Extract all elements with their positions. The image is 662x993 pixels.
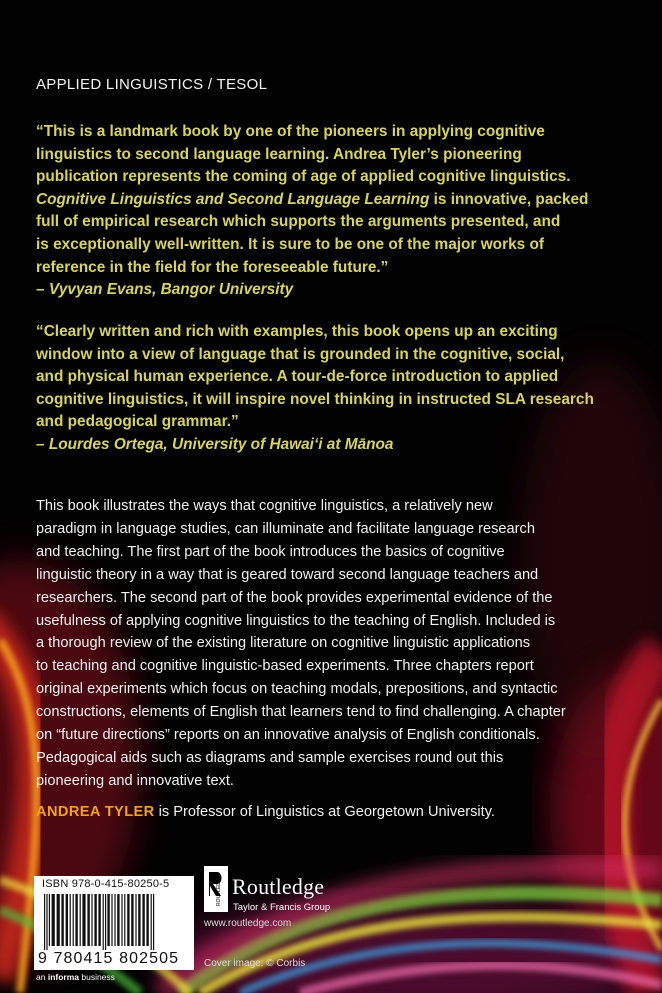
barcode-bar — [61, 894, 63, 946]
barcode-bar — [70, 894, 71, 946]
author-name: ANDREA TYLER — [36, 804, 155, 820]
barcode-bar — [135, 894, 136, 946]
description-line: paradigm in language studies, can illuminate and facilitate language research — [36, 520, 535, 537]
quote-2-line: cognitive linguistics, it will inspire novel thinking in instructed SLA research — [36, 390, 594, 408]
quote-1-line: full of empirical research which supports the arguments presented, and — [36, 213, 561, 231]
barcode-bar — [94, 894, 96, 946]
description-line: original experiments which focus on teaching modals, prepositions, and syntactic — [36, 681, 558, 698]
barcode-bar — [107, 894, 109, 946]
description-line: to teaching and cognitive linguistic-based experiments. Three chapters report — [36, 658, 534, 675]
description-line: researchers. The second part of the book provides experimental evidence of the — [36, 589, 553, 606]
barcode-bar — [121, 894, 122, 946]
description-line: constructions, elements of English that learners tend to find challenging. A chapter — [36, 704, 566, 721]
barcode-bar — [49, 894, 50, 946]
description-line: pioneering and innovative text. — [36, 772, 234, 789]
barcode-bar — [80, 894, 81, 946]
barcode-bar — [146, 894, 148, 946]
quote-1-line: “This is a landmark book by one of the pioneers in applying cognitive — [36, 123, 545, 140]
barcode-bars — [40, 894, 188, 950]
barcode-bar — [153, 894, 154, 950]
informa-business-tagline — [36, 972, 115, 982]
barcode-bar — [75, 894, 77, 946]
quote-2-line: and pedagogical grammar.” — [36, 413, 239, 431]
barcode-bar — [127, 894, 129, 946]
isbn-barcode — [34, 876, 194, 970]
barcode-bar — [103, 894, 104, 950]
description-line: and teaching. The first part of the book introduces the basics of cognitive — [36, 543, 505, 560]
description-line: linguistic theory in a way that is geared toward second language teachers and — [36, 566, 539, 583]
quote-2-attribution: – Lourdes Ortega, University of Hawai‘i at Mānoa — [36, 435, 394, 453]
isbn-number: ISBN 978-0-415-80250-5 — [42, 878, 170, 890]
barcode-bar — [87, 894, 89, 946]
barcode-bar — [138, 894, 140, 946]
barcode-bar — [82, 894, 85, 946]
quote-1-line: is innovative, packed — [429, 190, 589, 208]
quote-1-line: reference in the field for the foreseeable future.” — [36, 258, 389, 276]
author-bio-text: is Professor of Linguistics at Georgetown University. — [154, 804, 495, 820]
description-line: usefulness of applying cognitive linguistics to the teaching of English. Included is — [36, 612, 556, 629]
publisher-group: Taylor & Francis Group — [233, 902, 331, 913]
barcode-bar — [142, 894, 144, 946]
quote-2-line: window into a view of language that is grounded in the cognitive, social, — [36, 345, 565, 363]
description-line: a thorough review of the existing literature on cognitive linguistic applications — [36, 635, 531, 652]
barcode-bar — [44, 894, 45, 950]
quote-2-line: “Clearly written and rich with examples, this book opens up an exciting — [36, 323, 558, 340]
barcode-bar — [57, 894, 60, 946]
barcode-bar — [73, 894, 74, 946]
description-line: This book illustrates the ways that cognitive linguistics, a relatively new — [36, 498, 493, 514]
description-line: on “future directions” reports on an innovative analysis of English conditionals. — [36, 727, 540, 744]
quote-2-line: and physical human experience. A tour-de-force introduction to applied — [36, 368, 559, 386]
barcode-bar — [46, 894, 47, 950]
quote-1-line: publication represents the coming of age of applied cognitive linguistics. — [36, 168, 571, 186]
informa-suffix: business — [79, 972, 115, 982]
publisher-url: www.routledge.com — [204, 918, 292, 929]
quote-1-line: is exceptionally well-written. It is sure to be one of the major works of — [36, 235, 544, 253]
author-bio — [36, 804, 646, 820]
barcode-bar — [151, 894, 152, 950]
quote-1-line: linguistics to second language learning. Andrea Tyler’s pioneering — [36, 145, 522, 163]
barcode-bar — [124, 894, 125, 946]
barcode-bar — [91, 894, 92, 946]
barcode-bar — [117, 894, 119, 946]
endorsement-quote-1 — [36, 121, 636, 302]
barcode-bar — [111, 894, 112, 946]
barcode-bar — [131, 894, 133, 946]
endorsement-quote-2 — [36, 321, 636, 457]
barcode-bar — [52, 894, 55, 946]
barcode-bar — [98, 894, 100, 946]
informa-brand: informa — [47, 972, 79, 982]
barcode-digits: 9 780415 802505 — [38, 950, 180, 967]
informa-prefix: an — [36, 972, 48, 982]
description-line: Pedagogical aids such as diagrams and sample exercises round out this — [36, 749, 504, 766]
logo-wordmark: ROUTLEDGE — [216, 874, 222, 906]
publisher-name: Routledge — [232, 874, 325, 899]
book-description — [36, 495, 642, 793]
barcode-bar — [105, 894, 106, 950]
quoted-book-title: Cognitive Linguistics and Second Language Learning — [36, 190, 430, 208]
quote-1-attribution: – Vyvyan Evans, Bangor University — [36, 281, 294, 299]
barcode-bar — [66, 894, 68, 946]
cover-image-credit: Cover image: © Corbis — [204, 958, 306, 969]
subject-category: APPLIED LINGUISTICS / TESOL — [36, 76, 268, 93]
barcode-bar — [114, 894, 115, 946]
routledge-logo-icon — [204, 866, 228, 912]
